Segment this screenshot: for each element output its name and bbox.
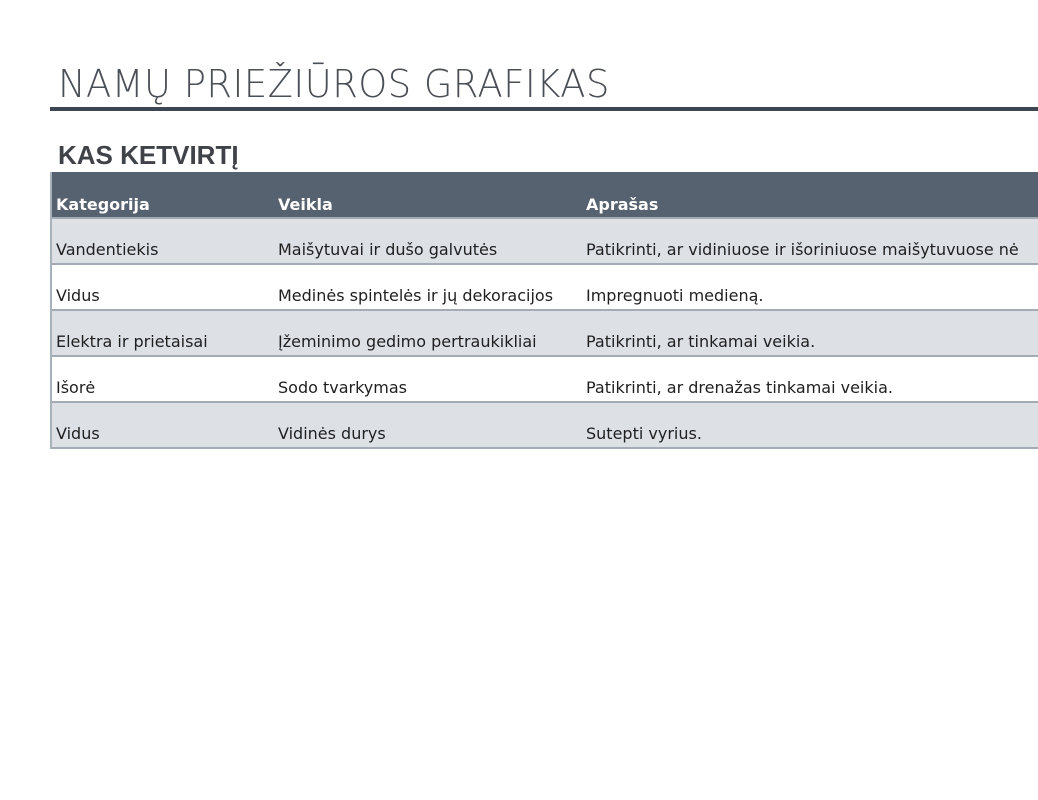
- table-header-row: [52, 172, 1038, 219]
- title-rule: [50, 107, 1038, 111]
- cell-activity: Vidinės durys: [278, 424, 386, 443]
- schedule-table: [50, 172, 1038, 449]
- cell-category: Vidus: [56, 286, 100, 305]
- table-row: [52, 357, 1038, 403]
- cell-activity: Maišytuvai ir dušo galvutės: [278, 240, 498, 259]
- cell-category: Elektra ir prietaisai: [56, 332, 208, 351]
- cell-category: Vidus: [56, 424, 100, 443]
- table-row: [52, 403, 1038, 449]
- cell-description: Impregnuoti medieną.: [586, 286, 764, 305]
- cell-category: Vandentiekis: [56, 240, 159, 259]
- page-title: NAMŲ PRIEŽIŪROS GRAFIKAS: [58, 62, 610, 106]
- cell-activity: Sodo tvarkymas: [278, 378, 407, 397]
- table-row: [52, 219, 1038, 265]
- column-header-category: Kategorija: [56, 195, 150, 214]
- cell-description: Patikrinti, ar tinkamai veikia.: [586, 332, 816, 351]
- table-row: [52, 265, 1038, 311]
- column-header-description: Aprašas: [586, 195, 659, 214]
- table-row: [52, 311, 1038, 357]
- cell-activity: Įžeminimo gedimo pertraukikliai: [278, 332, 537, 351]
- cell-category: Išorė: [56, 378, 96, 397]
- cell-description: Patikrinti, ar drenažas tinkamai veikia.: [586, 378, 893, 397]
- cell-activity: Medinės spintelės ir jų dekoracijos: [278, 286, 554, 305]
- section-title: KAS KETVIRTĮ: [58, 140, 239, 170]
- cell-description: Patikrinti, ar vidiniuose ir išoriniuose maišytuvuose nė: [586, 240, 1019, 259]
- column-header-activity: Veikla: [278, 195, 333, 214]
- cell-description: Sutepti vyrius.: [586, 424, 702, 443]
